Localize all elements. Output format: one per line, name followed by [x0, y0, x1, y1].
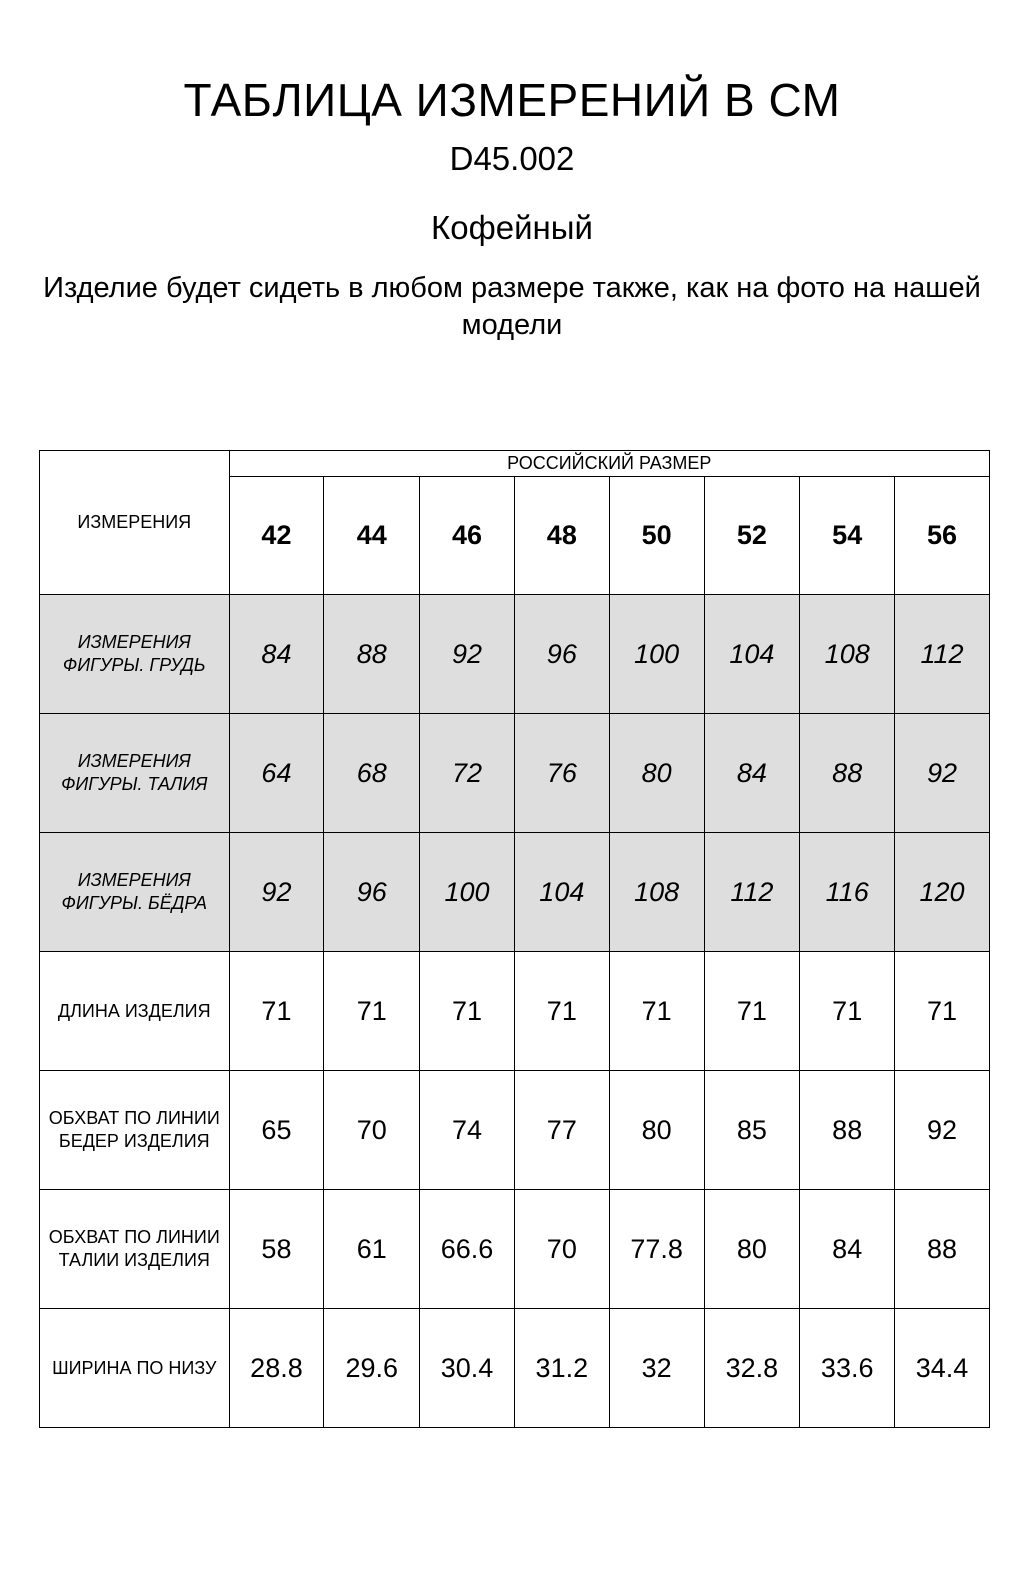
- value-cell: 71: [229, 952, 324, 1071]
- value-cell: 71: [514, 952, 609, 1071]
- value-cell: 72: [420, 714, 515, 833]
- page-title: ТАБЛИЦА ИЗМЕРЕНИЙ В СМ: [183, 74, 841, 126]
- value-cell: 32: [609, 1309, 704, 1428]
- size-header-cell: 56: [895, 477, 990, 595]
- value-cell: 108: [609, 833, 704, 952]
- russian-size-header: РОССИЙСКИЙ РАЗМЕР: [229, 451, 989, 477]
- value-cell: 30.4: [420, 1309, 515, 1428]
- value-cell: 66.6: [420, 1190, 515, 1309]
- value-cell: 68: [324, 714, 420, 833]
- value-cell: 92: [895, 1071, 990, 1190]
- value-cell: 71: [609, 952, 704, 1071]
- value-cell: 100: [609, 595, 704, 714]
- value-cell: 29.6: [324, 1309, 420, 1428]
- value-cell: 116: [800, 833, 895, 952]
- value-cell: 100: [420, 833, 515, 952]
- value-cell: 108: [800, 595, 895, 714]
- value-cell: 71: [420, 952, 515, 1071]
- size-header-cell: 50: [609, 477, 704, 595]
- value-cell: 74: [420, 1071, 515, 1190]
- value-cell: 58: [229, 1190, 324, 1309]
- value-cell: 64: [229, 714, 324, 833]
- table-row: [40, 1071, 990, 1190]
- table-row: [40, 1309, 990, 1428]
- value-cell: 120: [895, 833, 990, 952]
- value-cell: 112: [895, 595, 990, 714]
- row-label: ИЗМЕРЕНИЯ ФИГУРЫ. БЁДРА: [40, 833, 230, 952]
- value-cell: 92: [420, 595, 515, 714]
- table-row: [40, 1190, 990, 1309]
- size-header-cell: 48: [514, 477, 609, 595]
- value-cell: 65: [229, 1071, 324, 1190]
- value-cell: 70: [324, 1071, 420, 1190]
- size-header-cell: 46: [420, 477, 515, 595]
- value-cell: 96: [324, 833, 420, 952]
- size-header-cell: 52: [704, 477, 800, 595]
- value-cell: 33.6: [800, 1309, 895, 1428]
- value-cell: 71: [704, 952, 800, 1071]
- value-cell: 88: [800, 714, 895, 833]
- row-label: ОБХВАТ ПО ЛИНИИ БЕДЕР ИЗДЕЛИЯ: [40, 1071, 230, 1190]
- table-row: [40, 714, 990, 833]
- value-cell: 77: [514, 1071, 609, 1190]
- value-cell: 96: [514, 595, 609, 714]
- value-cell: 88: [800, 1071, 895, 1190]
- measurements-header: ИЗМЕРЕНИЯ: [40, 451, 230, 595]
- value-cell: 71: [324, 952, 420, 1071]
- size-header-cell: 42: [229, 477, 324, 595]
- value-cell: 61: [324, 1190, 420, 1309]
- size-header-cell: 44: [324, 477, 420, 595]
- size-group-header-row: [40, 451, 990, 477]
- row-label: ШИРИНА ПО НИЗУ: [40, 1309, 230, 1428]
- size-chart-table: [39, 450, 990, 1428]
- value-cell: 80: [704, 1190, 800, 1309]
- value-cell: 84: [800, 1190, 895, 1309]
- value-cell: 31.2: [514, 1309, 609, 1428]
- value-cell: 92: [895, 714, 990, 833]
- value-cell: 76: [514, 714, 609, 833]
- value-cell: 77.8: [609, 1190, 704, 1309]
- value-cell: 88: [324, 595, 420, 714]
- product-code: D45.002: [449, 140, 575, 177]
- value-cell: 28.8: [229, 1309, 324, 1428]
- size-header-cell: 54: [800, 477, 895, 595]
- product-color: Кофейный: [431, 209, 593, 246]
- value-cell: 80: [609, 714, 704, 833]
- value-cell: 80: [609, 1071, 704, 1190]
- row-label: ОБХВАТ ПО ЛИНИИ ТАЛИИ ИЗДЕЛИЯ: [40, 1190, 230, 1309]
- table-row: [40, 595, 990, 714]
- value-cell: 84: [229, 595, 324, 714]
- value-cell: 71: [895, 952, 990, 1071]
- value-cell: 34.4: [895, 1309, 990, 1428]
- value-cell: 71: [800, 952, 895, 1071]
- value-cell: 112: [704, 833, 800, 952]
- row-label: ДЛИНА ИЗДЕЛИЯ: [40, 952, 230, 1071]
- value-cell: 88: [895, 1190, 990, 1309]
- value-cell: 84: [704, 714, 800, 833]
- value-cell: 92: [229, 833, 324, 952]
- value-cell: 70: [514, 1190, 609, 1309]
- value-cell: 32.8: [704, 1309, 800, 1428]
- value-cell: 104: [514, 833, 609, 952]
- value-cell: 104: [704, 595, 800, 714]
- fit-note: Изделие будет сидеть в любом размере также, как на фото на нашей модели: [43, 272, 981, 341]
- value-cell: 85: [704, 1071, 800, 1190]
- table-row: [40, 952, 990, 1071]
- table-row: [40, 833, 990, 952]
- row-label: ИЗМЕРЕНИЯ ФИГУРЫ. ГРУДЬ: [40, 595, 230, 714]
- row-label: ИЗМЕРЕНИЯ ФИГУРЫ. ТАЛИЯ: [40, 714, 230, 833]
